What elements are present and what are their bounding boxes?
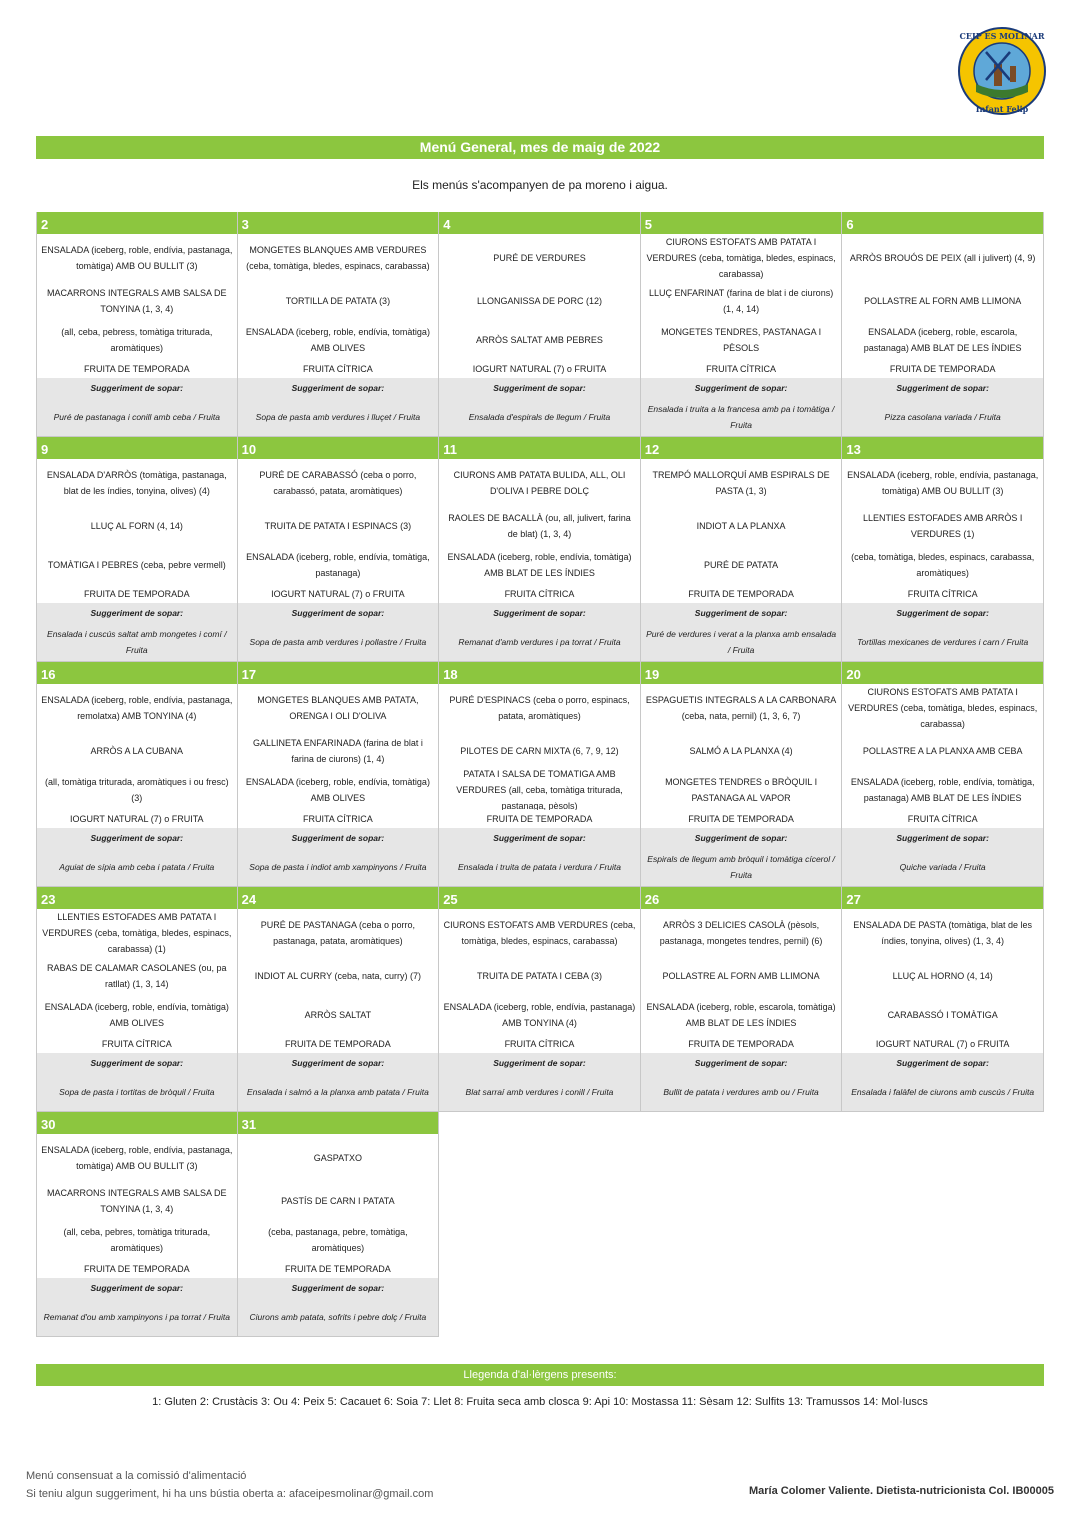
first-course: ENSALADA DE PASTA (tomàtiga, blat de les índies, tonyina, olives) (1, 3, 4) <box>853 920 1033 946</box>
day-number: 23 <box>37 887 237 909</box>
day-cell <box>439 212 641 437</box>
dessert: FRUITA CÍTRICA <box>907 589 978 599</box>
dessert: FRUITA DE TEMPORADA <box>688 814 794 824</box>
first-course: ENSALADA (iceberg, roble, endívia, pastanaga, tomàtiga) AMB OU BULLIT (3) <box>41 245 233 271</box>
dinner-suggestion-label: Suggeriment de sopar: <box>238 603 439 623</box>
side-dish: TOMÀTIGA I PEBRES (ceba, pebre vermell) <box>47 560 226 570</box>
dinner-suggestion-label: Suggeriment de sopar: <box>238 1278 439 1298</box>
day-cell <box>842 437 1044 662</box>
side-dish: (all, ceba, pebres, tomàtiga triturada, aromàtiques) <box>63 1227 211 1253</box>
first-course: CIURONS AMB PATATA BULIDA, ALL, OLI D'OLIVA I PEBRE DOLÇ <box>453 470 626 496</box>
week-row <box>36 1112 1044 1337</box>
day-cell <box>238 662 440 887</box>
day-cell <box>439 662 641 887</box>
day-number: 10 <box>238 437 439 459</box>
day-number: 3 <box>238 212 439 234</box>
main-course: SALMÓ A LA PLANXA (4) <box>689 746 793 756</box>
first-course: ARRÒS BROUÓS DE PEIX (all i julivert) (4, 9) <box>849 253 1036 263</box>
day-cell <box>238 437 440 662</box>
side-dish: (ceba, pastanaga, pebre, tomàtiga, aromàtiques) <box>268 1227 408 1253</box>
dinner-suggestion: Espirals de llegum amb bròquil i tomàtiga cícerol / Fruita <box>641 848 842 886</box>
dinner-suggestion-label: Suggeriment de sopar: <box>37 378 237 398</box>
day-number: 16 <box>37 662 237 684</box>
day-number: 26 <box>641 887 842 909</box>
week-row <box>36 212 1044 437</box>
dinner-suggestion: Ciurons amb patata, sofrits i pebre dolç / Fruita <box>238 1298 439 1336</box>
first-course: MONGETES BLANQUES AMB VERDURES (ceba, tomàtiga, bledes, espinacs, carabassa) <box>246 245 430 271</box>
dinner-suggestion: Ensalada d'espirals de llegum / Fruita <box>439 398 640 436</box>
day-cell <box>641 887 843 1112</box>
main-course: LLUÇ AL FORN (4, 14) <box>90 521 183 531</box>
allergen-legend-text: 1: Gluten 2: Crustàcis 3: Ou 4: Peix 5: Cacauet 6: Soia 7: Llet 8: Fruita seca amb closca 9: Api 10: Mostassa 11: Sèsam 12: Sulfits 13: Tramussos 14: Mol·luscs <box>152 1396 928 1408</box>
dinner-suggestion: Ensalada i salmó a la planxa amb patata / Fruita <box>238 1073 439 1111</box>
side-dish: ENSALADA (iceberg, roble, escarola, tomàtiga) AMB BLAT DE LES ÍNDIES <box>646 1002 836 1028</box>
school-logo <box>950 26 1054 116</box>
dinner-suggestion-label: Suggeriment de sopar: <box>439 378 640 398</box>
main-course: GALLINETA ENFARINADA (farina de blat i farina de ciurons) (1, 4) <box>252 738 423 764</box>
dessert: IOGURT NATURAL (7) o FRUITA <box>271 589 405 599</box>
logo-text-top: CEIP ES MOLINAR <box>959 31 1045 41</box>
allergen-legend-title: Llegenda d'al·lèrgens presents: <box>36 1364 1044 1386</box>
dessert: FRUITA DE TEMPORADA <box>486 814 593 824</box>
dinner-suggestion-label: Suggeriment de sopar: <box>439 1053 640 1073</box>
day-number: 19 <box>641 662 842 684</box>
day-number: 12 <box>641 437 842 459</box>
main-course: RABAS DE CALAMAR CASOLANES (ou, pa ratllat) (1, 3, 14) <box>47 963 227 989</box>
side-dish: CARABASSÓ I TOMÀTIGA <box>887 1010 998 1020</box>
dinner-suggestion: Ensalada i truita de patata i verdura / Fruita <box>439 848 640 886</box>
side-dish: ARRÒS SALTAT <box>304 1010 372 1020</box>
day-number: 27 <box>842 887 1043 909</box>
main-course: LLONGANISSA DE PORC (12) <box>476 296 602 306</box>
day-cell <box>842 887 1044 1112</box>
main-course: PASTÍS DE CARN I PATATA <box>281 1196 395 1206</box>
dinner-suggestion-label: Suggeriment de sopar: <box>641 828 842 848</box>
main-course: TRUITA DE PATATA I CEBA (3) <box>476 971 602 981</box>
day-cell <box>36 887 238 1112</box>
first-course: PURÉ DE PASTANAGA (ceba o porro, pastanaga, patata, aromàtiques) <box>260 920 415 946</box>
main-course: POLLASTRE AL FORN AMB LLIMONA <box>864 296 1022 306</box>
side-dish: PATATA I SALSA DE TOMÀTIGA AMB VERDURES (all, ceba, tomàtiga triturada, pastanaga, pèsols) <box>456 770 623 810</box>
dinner-suggestion-label: Suggeriment de sopar: <box>439 603 640 623</box>
footer-notes <box>26 1467 433 1503</box>
side-dish: MONGETES TENDRES, PASTANAGA I PÈSOLS <box>661 327 822 353</box>
first-course: PURÉ DE VERDURES <box>493 253 586 263</box>
dinner-suggestion-label: Suggeriment de sopar: <box>238 828 439 848</box>
main-course: LLUÇ ENFARINAT (farina de blat i de ciurons) (1, 4, 14) <box>648 288 834 314</box>
dessert: FRUITA DE TEMPORADA <box>83 364 190 374</box>
first-course: CIURONS ESTOFATS AMB PATATA I VERDURES (ceba, tomàtiga, bledes, espinacs, carabassa) <box>848 687 1038 729</box>
side-dish: ARRÒS SALTAT AMB PEBRES <box>476 335 603 345</box>
main-course: ARRÒS A LA CUBANA <box>90 746 184 756</box>
day-cell <box>641 437 843 662</box>
day-number: 25 <box>439 887 640 909</box>
dinner-suggestion: Remanat d'ou amb xampinyons i pa torrat / Fruita <box>37 1298 237 1336</box>
side-dish: (all, ceba, pebress, tomàtiga triturada, aromàtiques) <box>61 327 213 353</box>
day-number: 11 <box>439 437 640 459</box>
side-dish: ENSALADA (iceberg, roble, endívia, tomàtiga) AMB OLIVES <box>245 777 430 803</box>
first-course: ESPAGUETIS INTEGRALS A LA CARBONARA (ceba, nata, pernil) (1, 3, 6, 7) <box>645 695 837 721</box>
day-number: 9 <box>37 437 237 459</box>
main-course: MACARRONS INTEGRALS AMB SALSA DE TONYINA (1, 3, 4) <box>47 288 227 314</box>
dessert: FRUITA CÍTRICA <box>302 364 373 374</box>
day-number: 30 <box>37 1112 237 1134</box>
side-dish: ENSALADA (iceberg, roble, endívia, tomàtiga) AMB OLIVES <box>245 327 430 353</box>
day-cell <box>842 662 1044 887</box>
side-dish: PURÉ DE PATATA <box>703 560 779 570</box>
first-course: PURÉ D'ESPINACS (ceba o porro, espinacs, patata, aromàtiques) <box>449 695 630 721</box>
dessert: FRUITA DE TEMPORADA <box>83 589 190 599</box>
dessert: FRUITA CÍTRICA <box>302 814 373 824</box>
day-number: 4 <box>439 212 640 234</box>
dessert: FRUITA CÍTRICA <box>706 364 776 374</box>
dessert: FRUITA DE TEMPORADA <box>889 364 996 374</box>
dinner-suggestion: Tortillas mexicanes de verdures i carn / Fruita <box>842 623 1043 661</box>
week-row <box>36 887 1044 1112</box>
main-course: TRUITA DE PATATA I ESPINACS (3) <box>264 521 412 531</box>
dessert: FRUITA DE TEMPORADA <box>285 1039 391 1049</box>
dinner-suggestion-label: Suggeriment de sopar: <box>238 1053 439 1073</box>
dinner-suggestion-label: Suggeriment de sopar: <box>641 378 842 398</box>
dinner-suggestion: Pizza casolana variada / Fruita <box>842 398 1043 436</box>
day-cell <box>641 662 843 887</box>
dessert: IOGURT NATURAL (7) o FRUITA <box>875 1039 1010 1049</box>
side-dish: (all, tomàtiga triturada, aromàtiques i ou fresc) (3) <box>45 777 229 803</box>
day-cell <box>842 212 1044 437</box>
side-dish: ENSALADA (iceberg, roble, endívia, pastanaga) AMB TONYINA (4) <box>443 1002 636 1028</box>
dessert: FRUITA DE TEMPORADA <box>83 1264 190 1274</box>
side-dish: MONGETES TENDRES o BRÒQUIL I PASTANAGA AL VAPOR <box>665 777 818 803</box>
dinner-suggestion-label: Suggeriment de sopar: <box>641 1053 842 1073</box>
dinner-suggestion: Sopa de pasta amb verdures i lluçet / Fruita <box>238 398 439 436</box>
day-number: 20 <box>842 662 1043 684</box>
logo-text-bottom: Infant Felip <box>975 104 1029 114</box>
dinner-suggestion: Puré de verdures i verat a la planxa amb ensalada / Fruita <box>641 623 842 661</box>
page-title: Menú General, mes de maig de 2022 <box>36 136 1044 159</box>
dessert: FRUITA DE TEMPORADA <box>688 1039 794 1049</box>
day-cell <box>36 437 238 662</box>
dinner-suggestion: Ensalada i truita a la francesa amb pa i tomàtiga / Fruita <box>641 398 842 436</box>
footer-line-2: Si teniu algun suggeriment, hi ha uns bústia oberta a: afaceipesmolinar@gmail.com <box>26 1488 434 1500</box>
dinner-suggestion: Blat sarraí amb verdures i conill / Fruita <box>439 1073 640 1111</box>
day-number: 5 <box>641 212 842 234</box>
first-course: ENSALADA (iceberg, roble, endívia, pastanaga, remolatxa) AMB TONYINA (4) <box>41 695 233 721</box>
day-number: 18 <box>439 662 640 684</box>
side-dish: (ceba, tomàtiga, bledes, espinacs, carabassa, aromàtiques) <box>851 552 1035 578</box>
dinner-suggestion-label: Suggeriment de sopar: <box>641 603 842 623</box>
dinner-suggestion: Ensalada i cuscús saltat amb mongetes i comí / Fruita <box>37 623 237 661</box>
day-cell <box>238 212 440 437</box>
main-course: INDIOT A LA PLANXA <box>696 521 786 531</box>
side-dish: ENSALADA (iceberg, roble, endívia, tomàtiga, pastanaga) <box>246 552 430 578</box>
first-course: CIURONS ESTOFATS AMB PATATA I VERDURES (ceba, tomàtiga, bledes, espinacs, carabassa) <box>646 237 836 279</box>
first-course: TREMPÓ MALLORQUÍ AMB ESPIRALS DE PASTA (1, 3) <box>652 470 830 496</box>
day-cell <box>439 887 641 1112</box>
dinner-suggestion-label: Suggeriment de sopar: <box>238 378 439 398</box>
dinner-suggestion: Remanat d'amb verdures i pa torrat / Fruita <box>439 623 640 661</box>
day-number: 2 <box>37 212 237 234</box>
dinner-suggestion-label: Suggeriment de sopar: <box>37 1278 237 1298</box>
main-course: POLLASTRE A LA PLANXA AMB CEBA <box>862 746 1023 756</box>
main-course: PILOTES DE CARN MIXTA (6, 7, 9, 12) <box>460 746 619 756</box>
side-dish: ENSALADA (iceberg, roble, endívia, tomàtiga) AMB BLAT DE LES ÍNDIES <box>447 552 632 578</box>
day-cell <box>641 212 843 437</box>
main-course: TORTILLA DE PATATA (3) <box>285 296 391 306</box>
dessert: FRUITA CÍTRICA <box>504 1039 575 1049</box>
dessert: IOGURT NATURAL (7) o FRUITA <box>472 364 607 374</box>
first-course: ENSALADA (iceberg, roble, endívia, pastanaga, tomàtiga) AMB OU BULLIT (3) <box>41 1145 233 1171</box>
day-number: 24 <box>238 887 439 909</box>
week-row <box>36 662 1044 887</box>
dinner-suggestion-label: Suggeriment de sopar: <box>842 1053 1043 1073</box>
first-course: GASPATXO <box>313 1153 362 1163</box>
dinner-suggestion-label: Suggeriment de sopar: <box>842 828 1043 848</box>
side-dish: ENSALADA (iceberg, roble, escarola, pastanaga) AMB BLAT DE LES ÍNDIES <box>863 327 1022 353</box>
dinner-suggestion: Quiche variada / Fruita <box>842 848 1043 886</box>
first-course: MONGETES BLANQUES AMB PATATA, ORENGA I OLI D'OLIVA <box>257 695 419 721</box>
side-dish: ENSALADA (iceberg, roble, endívia, tomàtiga, pastanaga) AMB BLAT DE LES ÍNDIES <box>850 777 1035 803</box>
day-cell <box>238 887 440 1112</box>
dinner-suggestion: Sopa de pasta i indiot amb xampinyons / Fruita <box>238 848 439 886</box>
day-cell <box>36 662 238 887</box>
dinner-suggestion: Aguiat de sípia amb ceba i patata / Fruita <box>37 848 237 886</box>
first-course: CIURONS ESTOFATS AMB VERDURES (ceba, tomàtiga, bledes, espinacs, carabassa) <box>443 920 636 946</box>
dinner-suggestion-label: Suggeriment de sopar: <box>439 828 640 848</box>
first-course: PURÉ DE CARABASSÓ (ceba o porro, carabassó, patata, aromàtiques) <box>259 470 417 496</box>
day-number: 6 <box>842 212 1043 234</box>
day-number: 13 <box>842 437 1043 459</box>
dessert: FRUITA CÍTRICA <box>101 1039 172 1049</box>
first-course: ENSALADA D'ARRÒS (tomàtiga, pastanaga, blat de les índies, tonyina, olives) (4) <box>46 470 227 496</box>
dinner-suggestion-label: Suggeriment de sopar: <box>37 828 237 848</box>
day-number: 17 <box>238 662 439 684</box>
dinner-suggestion: Bullit de patata i verdures amb ou / Fruita <box>641 1073 842 1111</box>
dinner-suggestion: Ensalada i falàfel de ciurons amb cuscús / Fruita <box>842 1073 1043 1111</box>
dinner-suggestion-label: Suggeriment de sopar: <box>37 1053 237 1073</box>
dinner-suggestion-label: Suggeriment de sopar: <box>842 378 1043 398</box>
first-course: LLENTIES ESTOFADES AMB PATATA I VERDURES (ceba, tomàtiga, bledes, espinacs, carabassa) (1) <box>42 912 232 954</box>
menu-calendar-grid <box>36 212 1044 1337</box>
dessert: IOGURT NATURAL (7) o FRUITA <box>70 814 204 824</box>
dinner-suggestion: Sopa de pasta amb verdures i pollastre / Fruita <box>238 623 439 661</box>
first-course: ENSALADA (iceberg, roble, endívia, pastanaga, tomàtiga) AMB OU BULLIT (3) <box>847 470 1039 496</box>
dinner-suggestion-label: Suggeriment de sopar: <box>842 603 1043 623</box>
footer-author: María Colomer Valiente. Dietista-nutricionista Col. IB00005 <box>748 1485 1054 1497</box>
side-dish: ENSALADA (iceberg, roble, endívia, tomàtiga) AMB OLIVES <box>44 1002 229 1028</box>
main-course: POLLASTRE AL FORN AMB LLIMONA <box>662 971 820 981</box>
day-cell <box>439 437 641 662</box>
dessert: FRUITA DE TEMPORADA <box>285 1264 391 1274</box>
main-course: MACARRONS INTEGRALS AMB SALSA DE TONYINA (1, 3, 4) <box>47 1188 227 1214</box>
main-course: RAOLES DE BACALLÀ (ou, all, julivert, farina de blat) (1, 3, 4) <box>448 513 631 539</box>
dinner-suggestion-label: Suggeriment de sopar: <box>37 603 237 623</box>
day-cell <box>36 1112 238 1337</box>
dessert: FRUITA CÍTRICA <box>907 814 978 824</box>
dinner-suggestion: Puré de pastanaga i conill amb ceba / Fruita <box>37 398 237 436</box>
week-row <box>36 437 1044 662</box>
dessert: FRUITA CÍTRICA <box>504 589 575 599</box>
main-course: INDIOT AL CURRY (ceba, nata, curry) (7) <box>254 971 421 981</box>
day-cell <box>238 1112 440 1337</box>
main-course: LLENTIES ESTOFADES AMB ARRÒS I VERDURES (1) <box>862 513 1023 539</box>
page-subtitle: Els menús s'acompanyen de pa moreno i aigua. <box>412 178 668 192</box>
main-course: LLUÇ AL HORNO (4, 14) <box>892 971 993 981</box>
first-course: ARRÒS 3 DELICIES CASOLÀ (pèsols, pastanaga, mongetes tendres, pernil) (6) <box>659 920 823 946</box>
footer-line-1: Menú consensuat a la comissió d'alimentació <box>26 1470 247 1482</box>
dinner-suggestion: Sopa de pasta i tortitas de bròquil / Fruita <box>37 1073 237 1111</box>
day-cell <box>36 212 238 437</box>
day-number: 31 <box>238 1112 439 1134</box>
dessert: FRUITA DE TEMPORADA <box>688 589 794 599</box>
